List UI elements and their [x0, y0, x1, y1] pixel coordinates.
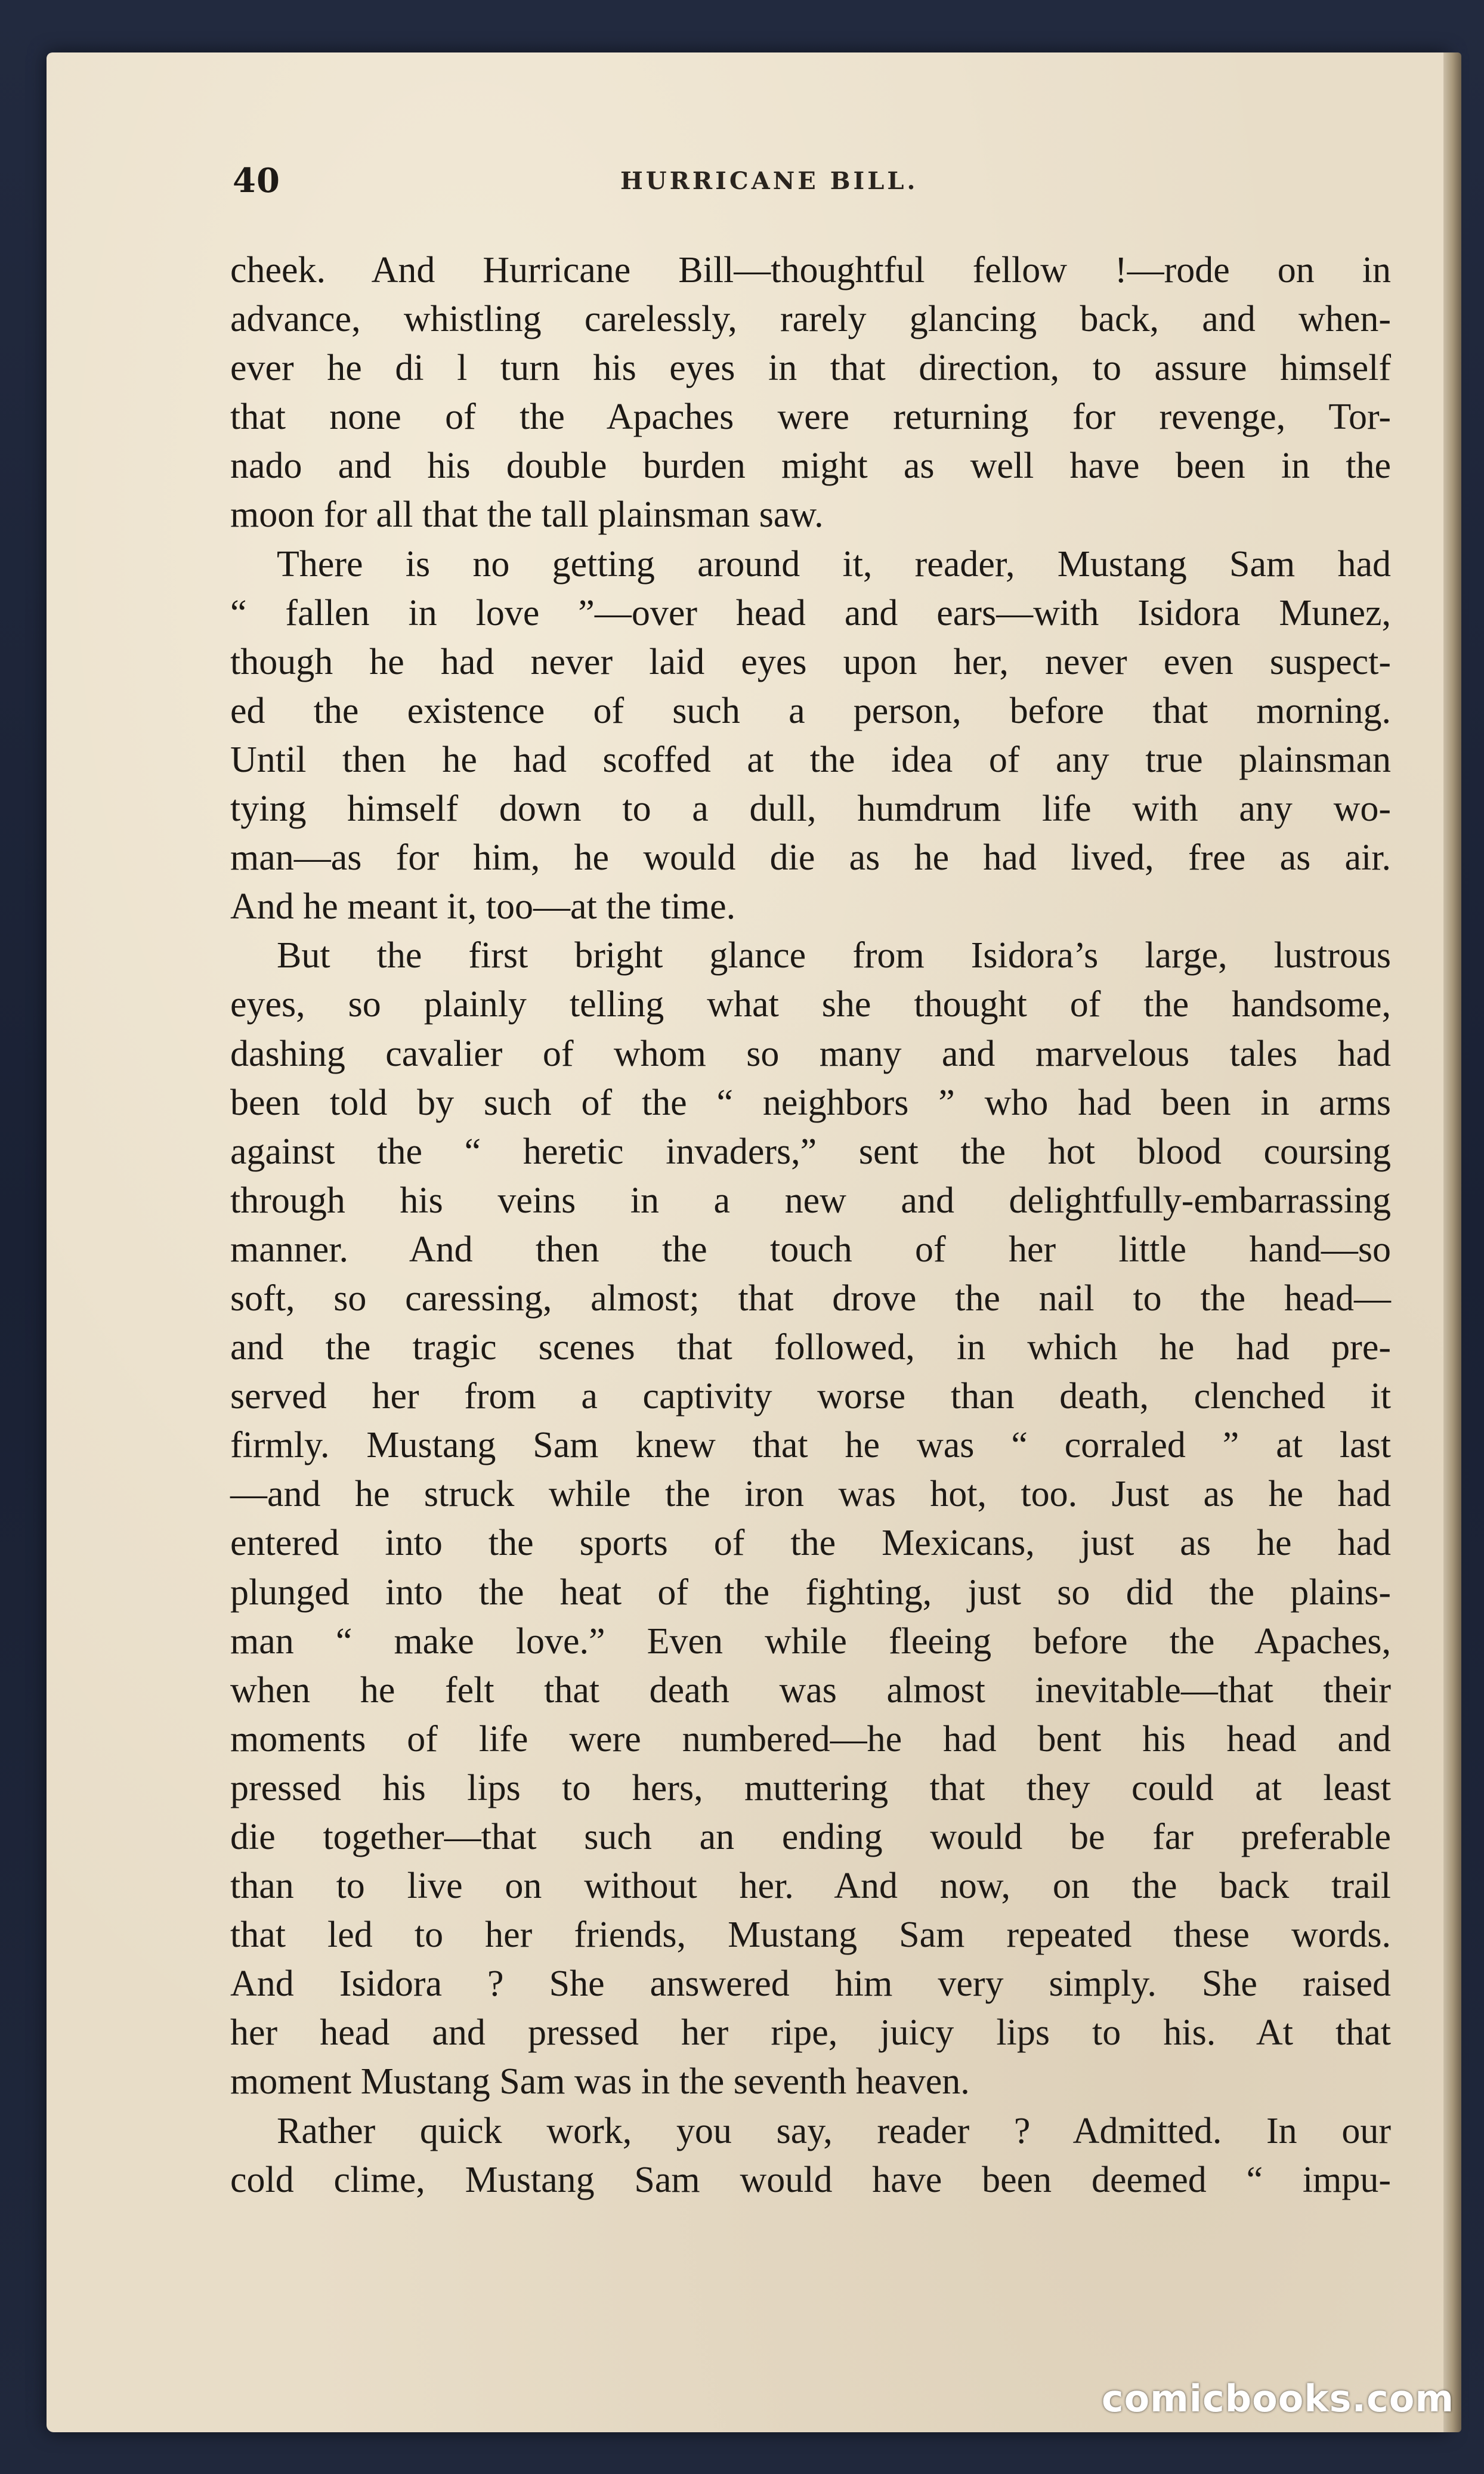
text-line: tying himself down to a dull, humdrum life with any wo-: [230, 788, 1391, 830]
text-line: than to live on without her. And now, on the back trail: [230, 1866, 1391, 1907]
text-line: cold clime, Mustang Sam would have been deemed “ impu-: [230, 2159, 1391, 2200]
text-line: soft, so caressing, almost; that drove the nail to the head—: [230, 1278, 1391, 1319]
text-line: ever he di l turn his eyes in that direction, to assure himself: [230, 348, 1391, 389]
text-line: though he had never laid eyes upon her, never even suspect-: [230, 641, 1391, 682]
text-line: entered into the sports of the Mexicans, just as he had: [230, 1523, 1391, 1564]
text-line: and the tragic scenes that followed, in which he had pre-: [230, 1327, 1391, 1368]
text-line: that led to her friends, Mustang Sam repeated these words.: [230, 1915, 1391, 1956]
running-title: HURRICANE BILL.: [620, 167, 919, 195]
text-line: through his veins in a new and delightfully-embarrassing: [230, 1180, 1391, 1221]
text-line: against the “ heretic invaders,” sent the hot blood coursing: [230, 1131, 1391, 1172]
text-line: And he meant it, too—at the time.: [230, 886, 736, 927]
page-header: [233, 161, 1426, 209]
text-line: advance, whistling carelessly, rarely glancing back, and when-: [230, 299, 1391, 340]
text-line: nado and his double burden might as well have been in the: [230, 446, 1391, 487]
text-line: her head and pressed her ripe, juicy lips to his. At that: [230, 2012, 1391, 2054]
text-line: eyes, so plainly telling what she thought of the handsome,: [230, 984, 1391, 1025]
text-line: manner. And then the touch of her little hand—so: [230, 1229, 1391, 1270]
text-line: man—as for him, he would die as he had lived, free as air.: [230, 837, 1391, 879]
text-line: And Isidora ? She answered him very simply. She raised: [230, 1963, 1391, 2005]
text-line: There is no getting around it, reader, Mustang Sam had: [277, 543, 1391, 585]
text-line: cheek. And Hurricane Bill—thoughtful fellow !—rode on in: [230, 250, 1391, 290]
text-line: plunged into the heat of the fighting, just so did the plains-: [230, 1572, 1391, 1613]
text-line: dashing cavalier of whom so many and marvelous tales had: [230, 1033, 1391, 1074]
text-line: pressed his lips to hers, muttering that they could at least: [230, 1767, 1391, 1808]
text-line: when he felt that death was almost inevitable—that their: [230, 1669, 1391, 1711]
body-text: [230, 246, 1391, 2204]
page-edge: [1443, 52, 1461, 2432]
page-number: 40: [233, 161, 280, 200]
text-line: man “ make love.” Even while fleeing before the Apaches,: [230, 1621, 1391, 1662]
text-line: But the first bright glance from Isidora’s large, lustrous: [277, 935, 1391, 976]
text-line: —and he struck while the iron was hot, too. Just as he had: [230, 1474, 1391, 1515]
text-line: “ fallen in love ”—over head and ears—with Isidora Munez,: [230, 592, 1391, 633]
text-line: Until then he had scoffed at the idea of any true plainsman: [230, 739, 1391, 780]
text-line: moment Mustang Sam was in the seventh heaven.: [230, 2061, 970, 2102]
text-line: ed the existence of such a person, before that morning.: [230, 690, 1391, 731]
text-line: firmly. Mustang Sam knew that he was “ corraled ” at last: [230, 1425, 1391, 1466]
watermark: comicbooks.com: [1101, 2377, 1454, 2420]
text-line: moon for all that the tall plainsman saw.: [230, 494, 824, 536]
text-line: Rather quick work, you say, reader ? Admitted. In our: [277, 2110, 1391, 2151]
text-line: moments of life were numbered—he had bent his head and: [230, 1718, 1391, 1759]
text-line: die together—that such an ending would be far preferable: [230, 1817, 1391, 1857]
text-line: served her from a captivity worse than death, clenched it: [230, 1376, 1391, 1417]
text-line: that none of the Apaches were returning for revenge, Tor-: [230, 397, 1391, 438]
text-line: been told by such of the “ neighbors ” who had been in arms: [230, 1082, 1391, 1123]
